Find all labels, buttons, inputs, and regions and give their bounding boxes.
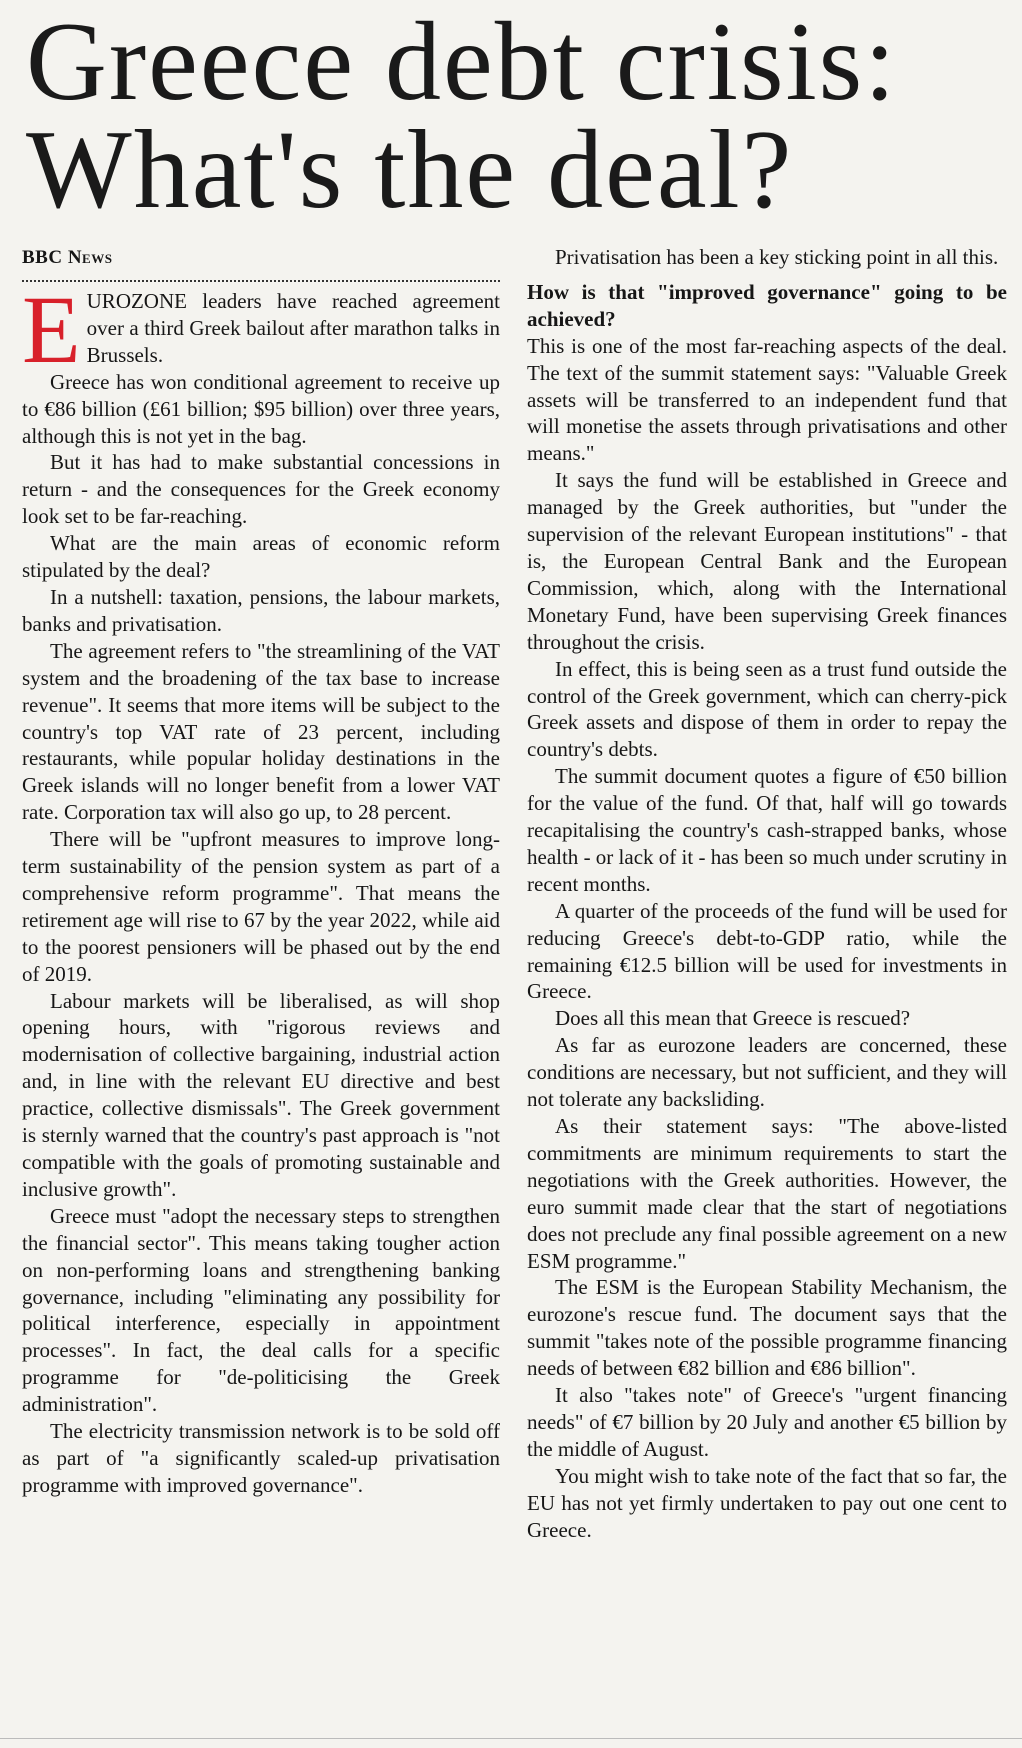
paragraph: As far as eurozone leaders are concerned, these conditions are necessary, but not sufficient, and they will not tolerate any backsliding. (527, 1033, 1007, 1112)
paragraph: The electricity transmission network is to be sold off as part of "a significantly scaled-up privatisation programme with improved governance". (22, 1419, 500, 1497)
left-column (22, 244, 500, 1499)
paragraph: The summit document quotes a figure of €50 billion for the value of the fund. Of that, half will go towards recapitalising the country's cash-strapped banks, whose health - or lack of it - has been so much under scrutiny in recent months. (527, 764, 1007, 896)
paragraph: Greece has won conditional agreement to receive up to €86 billion (£61 billion; $95 billion) over three years, although this is not yet in the bag. (22, 369, 500, 448)
lead-paragraph (22, 276, 500, 383)
headline-line-1: Greece debt crisis: (26, 0, 898, 124)
paragraph: In a nutshell: taxation, pensions, the labour markets, banks and privatisation. (22, 584, 500, 636)
paragraph: The ESM is the European Stability Mechanism, the eurozone's rescue fund. The document says that the summit "takes note of the possible programme financing needs of between €82 billion and €86 billion". (527, 1275, 1007, 1381)
paragraph: There will be "upfront measures to improve long-term sustainability of the pension system as part of a comprehensive reform programme". That means the retirement age will rise to 67 by the year 2022, while aid to the poorest pensioners will be phased out by the end of 2019. (22, 827, 500, 986)
paragraph: Greece must "adopt the necessary steps to strengthen the financial sector". This means taking tougher action on non-performing loans and strengthening banking governance, including "eliminating any possibility for political interference, especially in appointment processes". In fact, the deal calls for a specific programme for "de-politicising the Greek administration". (22, 1203, 500, 1417)
headline-line-2: What's the deal? (26, 108, 794, 232)
right-column (527, 244, 1007, 1544)
paragraph: It also "takes note" of Greece's "urgent financing needs" of €7 billion by 20 July and another €5 billion by the middle of August. (527, 1383, 1007, 1461)
paragraph: You might wish to take note of the fact that so far, the EU has not yet firmly undertaken to pay out one cent to Greece. (527, 1463, 1007, 1542)
paragraph: Does all this mean that Greece is rescued? (555, 1006, 911, 1031)
paragraph: The agreement refers to "the streamlining of the VAT system and the broadening of the tax base to increase revenue". It seems that more items will be subject to the country's top VAT rate of 23 percent, including restaurants, while popular holiday destinations in the Greek islands will no longer benefit from a lower VAT rate. Corporation tax will also go up, to 28 percent. (22, 638, 500, 825)
subheading: How is that "improved governance" going to be achieved? (527, 279, 1007, 331)
bottom-edge-rule (0, 1738, 1022, 1739)
paragraph: Privatisation has been a key sticking point in all this. (555, 245, 999, 269)
paragraph: Labour markets will be liberalised, as will shop opening hours, with "rigorous reviews and modernisation of collective bargaining, industrial action and, in line with the relevant EU directive and best practice, collective dismissals". The Greek government is sternly warned that the country's past approach is "not compatible with the goals of promoting sustainable and inclusive growth". (22, 988, 500, 1201)
paragraph: What are the main areas of economic reform stipulated by the deal? (22, 531, 500, 583)
headline (26, 0, 1016, 232)
source-byline: BBC News (22, 247, 113, 268)
paragraph: It says the fund will be established in Greece and managed by the Greek authorities, but "under the supervision of the relevant European institutions" - that is, the European Central Bank and the European Commission, which, along with the International Monetary Fund, have been supervising Greek finances throughout the crisis. (527, 468, 1007, 654)
drop-cap: E (22, 276, 81, 383)
paragraph: A quarter of the proceeds of the fund will be used for reducing Greece's debt-to-GDP ratio, while the remaining €12.5 billion will be used for investments in Greece. (527, 898, 1007, 1004)
lead-paragraph-text: UROZONE leaders have reached agreement over a third Greek bailout after marathon talks in Brussels. (86, 289, 500, 367)
dotted-divider (22, 280, 500, 282)
paragraph: As their statement says: "The above-listed commitments are minimum requirements to start the negotiations with the Greek authorities. However, the euro summit made clear that the start of negotiations does not preclude any final possible agreement on a new ESM programme." (527, 1114, 1007, 1273)
paragraph: In effect, this is being seen as a trust fund outside the control of the Greek government, which can cherry-pick Greek assets and dispose of them in order to repay the country's debts. (527, 656, 1007, 762)
paragraph: But it has had to make substantial concessions in return - and the consequences for the Greek economy look set to be far-reaching. (22, 450, 500, 529)
paragraph: This is one of the most far-reaching aspects of the deal. The text of the summit statement says: "Valuable Greek assets will be transferred to an independent fund that will monetise the assets through privatisations and other means." (527, 333, 1007, 466)
